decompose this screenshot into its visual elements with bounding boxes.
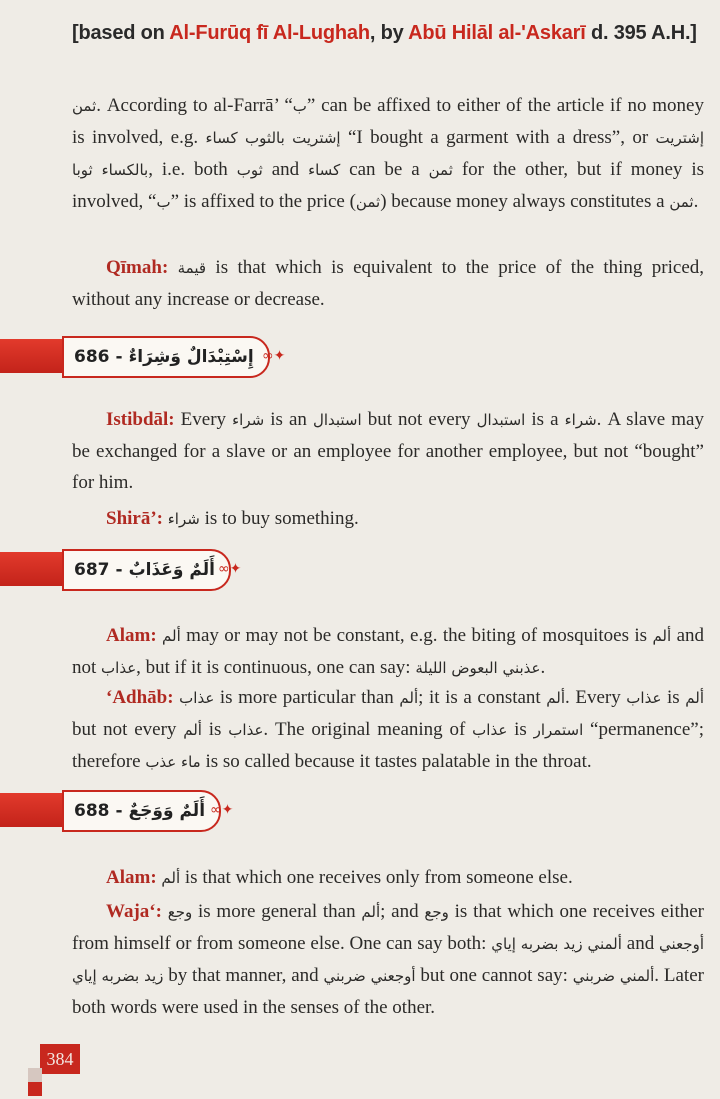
section-label: 688 - أَلَمٌ وَوَجَعٌ <box>62 790 221 832</box>
text: but not every <box>361 409 477 430</box>
text: is so called because it tastes palatable in the throat. <box>200 751 592 772</box>
header-prefix: [based on <box>72 22 170 44</box>
text: . The original meaning of <box>263 719 473 740</box>
arabic-phrase: أوجعني ضربني <box>323 967 416 985</box>
arabic-word: ألم <box>652 627 672 645</box>
text: is to buy something. <box>199 508 359 529</box>
arabic-word: عذاب <box>626 689 662 707</box>
section-banner-686 <box>0 336 300 376</box>
text: , but if it is continuous, one can say: <box>136 657 416 678</box>
header-book-title: Al-Furūq fī Al-Lughah <box>169 22 370 44</box>
text: but one cannot say: <box>415 965 573 986</box>
arabic-word: ب <box>292 97 307 115</box>
paragraph-istibdal <box>72 404 704 498</box>
paragraph-shira <box>72 503 704 535</box>
text: . Later both words were used in the senses of the other. <box>72 965 704 1018</box>
arabic-phrase: إشتريت بالكساء ثوبا <box>72 129 704 179</box>
text: . <box>693 191 699 212</box>
arabic-phrase: ألمني زيد بضربه إياي <box>491 935 622 953</box>
text: is a <box>525 409 565 430</box>
arabic-word: ألم <box>685 689 704 707</box>
text: “permanence”; therefore <box>72 719 704 772</box>
text: is <box>661 687 686 708</box>
arabic-phrase: أوجعني زيد بضربه إياي <box>72 935 704 985</box>
section-arabic-title: أَلَمٌ وَوَجَعٌ <box>128 801 206 821</box>
section-number: 686 <box>74 347 110 367</box>
arabic-word: استبدال <box>312 411 362 429</box>
term-heading: Qīmah: <box>106 257 169 278</box>
arabic-word: ثمن <box>669 193 694 211</box>
text: is that which one receives either from himself or from someone else. One can say both: <box>72 901 704 954</box>
text: “I bought a garment with a dress”, or <box>340 127 656 148</box>
text: by that manner, and <box>163 965 324 986</box>
term-heading: Alam: <box>106 625 157 646</box>
text: can be a <box>340 159 429 180</box>
arabic-word: عذاب <box>472 721 508 739</box>
text: and <box>621 933 660 954</box>
term-heading: Alam: <box>106 867 157 888</box>
section-label: 686 - إِسْتِبْدَالٌ وَشِرَاءٌ <box>62 336 270 378</box>
running-header <box>72 22 712 45</box>
arabic-word: ألم <box>399 689 419 707</box>
arabic-word: شراء <box>232 411 265 429</box>
section-number: 687 <box>74 560 110 580</box>
arabic-word: ب <box>156 193 171 211</box>
arabic-word: ألم <box>546 689 566 707</box>
paragraph-thaman <box>72 90 704 218</box>
section-banner-687 <box>0 549 270 589</box>
text: . According to al-Farrā’ “ <box>96 95 293 116</box>
arabic-word: وجع <box>424 903 449 921</box>
arabic-word: شراء <box>167 510 200 528</box>
arabic-word: عذاب <box>179 689 215 707</box>
text: is <box>507 719 534 740</box>
paragraph-alam <box>72 620 704 684</box>
arabic-phrase: ماء عذب <box>145 753 201 771</box>
section-arabic-title: إِسْتِبْدَالٌ وَشِرَاءٌ <box>128 347 254 367</box>
arabic-word: استمرار <box>533 721 584 739</box>
text: is that which one receives only from someone else. <box>180 867 573 888</box>
text: . Every <box>565 687 627 708</box>
header-by: , by <box>369 22 409 44</box>
ornament-icon: ∞✦ <box>218 561 242 577</box>
text: ; it is a constant <box>418 687 547 708</box>
text: is an <box>264 409 313 430</box>
arabic-word: قيمة <box>177 259 207 277</box>
text: is that which is equivalent to the price of the thing priced, without any increase or decrease. <box>72 257 705 310</box>
arabic-word: عذاب <box>228 721 264 739</box>
arabic-word: شراء <box>564 411 597 429</box>
term-heading: Istibdāl: <box>106 409 175 430</box>
arabic-word: استبدال <box>476 411 526 429</box>
arabic-word: ألم <box>162 627 181 645</box>
decorative-square <box>28 1068 42 1082</box>
text: . A slave may be exchanged for a slave or an employee for another employee, but not “bought” for him. <box>72 409 704 493</box>
arabic-word: وجع <box>167 903 193 921</box>
paragraph-qimah <box>72 252 704 315</box>
term-heading: Waja‘: <box>106 901 162 922</box>
arabic-word: ثمن <box>355 193 381 211</box>
text: Every <box>174 409 233 430</box>
paragraph-waja <box>72 896 704 1023</box>
arabic-word: ثوب <box>236 161 263 179</box>
paragraph-adhab <box>72 682 704 778</box>
arabic-word: ألم <box>183 721 202 739</box>
text: and not <box>72 625 704 678</box>
text: is more particular than <box>214 687 400 708</box>
arabic-phrase: عذبني البعوض الليلة <box>415 659 541 677</box>
paragraph-alam-2 <box>72 862 704 894</box>
text: but not every <box>72 719 184 740</box>
arabic-phrase: إشتريت بالثوب كساء <box>205 129 341 147</box>
term-heading: ‘Adhāb: <box>106 687 174 708</box>
section-number: 688 <box>74 801 110 821</box>
page-number: 384 <box>40 1044 80 1074</box>
arabic-word: ثمن <box>428 161 453 179</box>
text: ” can be affixed to either of the article if no money is involved, e.g. <box>72 95 704 148</box>
text: and <box>262 159 309 180</box>
text: for the other, but if money is involved, “ <box>72 159 705 212</box>
section-label: 687 - أَلَمٌ وَعَذَابٌ <box>62 549 231 591</box>
text: ) because money always constitutes a <box>380 191 670 212</box>
text: . <box>540 657 546 678</box>
arabic-word: ألم <box>161 869 181 887</box>
ornament-icon: ∞✦ <box>262 348 286 364</box>
term-heading: Shirā’: <box>106 508 163 529</box>
text: ; and <box>380 901 425 922</box>
text: ” is affixed to the price ( <box>170 191 356 212</box>
text: is <box>201 719 229 740</box>
decorative-square <box>28 1082 42 1096</box>
text: is more general than <box>192 901 362 922</box>
header-suffix: d. 395 A.H.] <box>585 22 697 44</box>
text: may or may not be constant, e.g. the biting of mosquitoes is <box>180 625 653 646</box>
arabic-word: كساء <box>308 161 341 179</box>
arabic-phrase: ألمني ضربني <box>572 967 655 985</box>
arabic-word: عذاب <box>101 659 137 677</box>
ornament-icon: ∞✦ <box>210 802 234 818</box>
section-arabic-title: أَلَمٌ وَعَذَابٌ <box>128 560 215 580</box>
header-author: Abū Hilāl al-'Askarī <box>408 22 586 44</box>
arabic-word: ثمن <box>72 97 97 115</box>
text: , i.e. both <box>148 159 237 180</box>
arabic-word: ألم <box>361 903 381 921</box>
section-banner-688 <box>0 790 270 830</box>
